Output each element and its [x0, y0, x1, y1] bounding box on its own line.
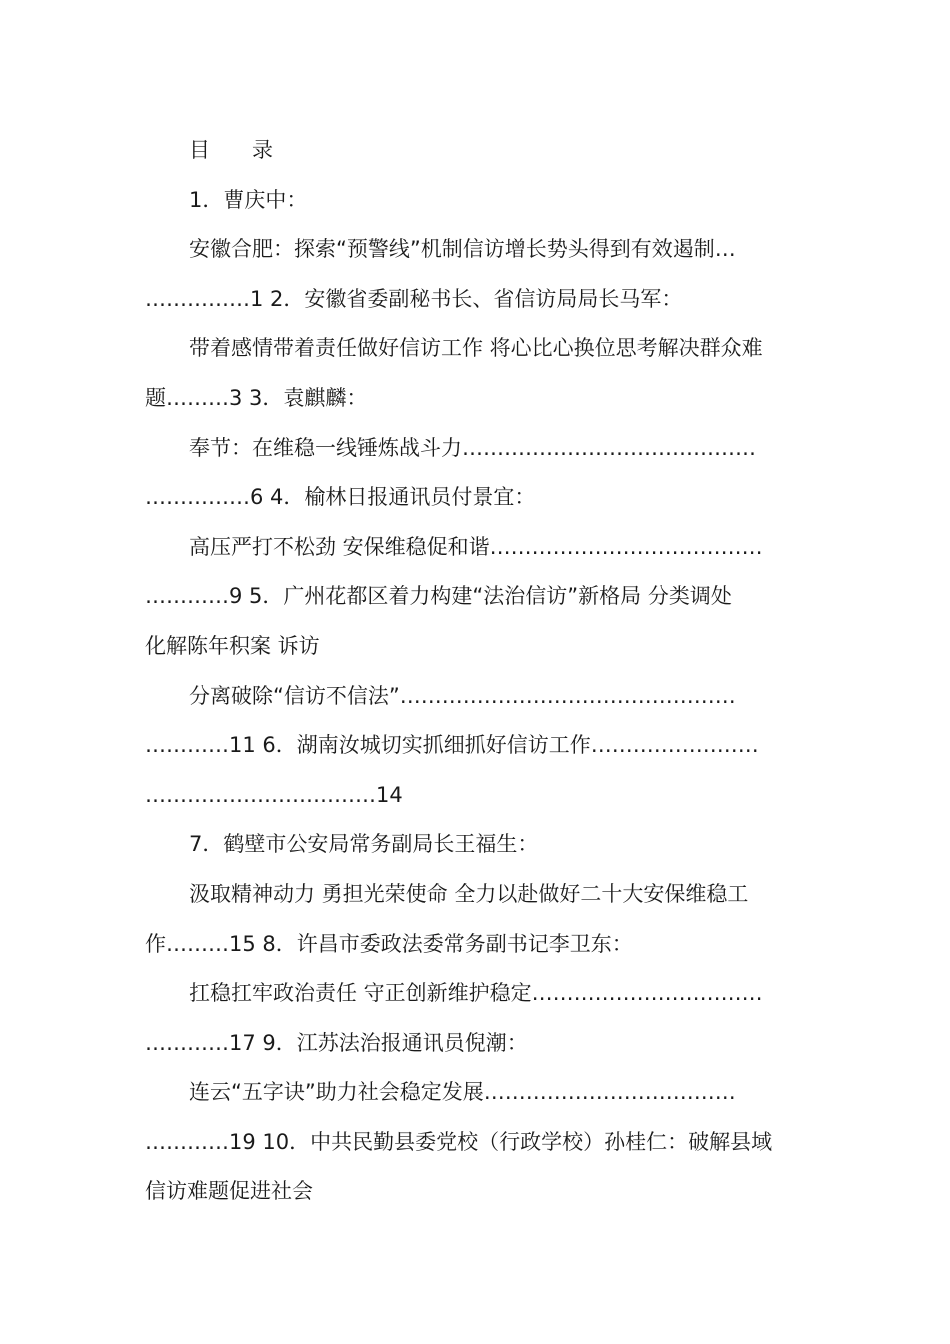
toc-line: …………9 5．广州花都区着力构建“法治信访”新格局 分类调处: [145, 584, 732, 609]
toc-line: ……………6 4．榆林日报通讯员付景宜：: [145, 485, 536, 510]
toc-line: …………11 6．湖南汝城切实抓细抓好信访工作……………………: [145, 733, 759, 758]
toc-title-left: 目: [189, 138, 210, 162]
toc-line: 7．鹤壁市公安局常务副局长王福生：: [189, 832, 539, 857]
toc-line: 安徽合肥：探索“预警线”机制信访增长势头得到有效遏制…: [189, 237, 736, 262]
toc-line: 题………3 3．袁麒麟：: [145, 385, 368, 410]
toc-line: 1．曹庆中：: [189, 187, 308, 212]
toc-line: ……………………………14: [145, 782, 403, 807]
toc-title: [145, 126, 807, 176]
toc-line: …………19 10．中共民勤县委党校（行政学校）孙桂仁：破解县域: [145, 1129, 773, 1154]
toc-line: 带着感情带着责任做好信访工作 将心比心换位思考解决群众难: [189, 336, 763, 361]
toc-line: 连云“五字诀”助力社会稳定发展………………………………: [189, 1080, 736, 1105]
toc-line: 扛稳扛牢政治责任 守正创新维护稳定……………………………: [189, 981, 763, 1006]
toc-title-right: 录: [252, 138, 273, 162]
toc-line: 化解陈年积案 诉访: [145, 633, 320, 658]
toc-line: 高压严打不松劲 安保维稳促和谐…………………………………: [189, 534, 763, 559]
toc-line: 作………15 8．许昌市委政法委常务副书记李卫东：: [145, 931, 633, 956]
toc-line: 汲取精神动力 勇担光荣使命 全力以赴做好二十大安保维稳工: [189, 881, 749, 906]
toc-line: ……………1 2．安徽省委副秘书长、省信访局局长马军：: [145, 286, 683, 311]
toc-line: 分离破除“信访不信法”…………………………………………: [189, 683, 736, 708]
toc-line: 奉节：在维稳一线锤炼战斗力……………………………………: [189, 435, 756, 460]
toc-line: 信访难题促进社会: [145, 1179, 313, 1204]
toc-line: …………17 9．江苏法治报通讯员倪潮：: [145, 1030, 528, 1055]
table-of-contents: [145, 126, 807, 1217]
